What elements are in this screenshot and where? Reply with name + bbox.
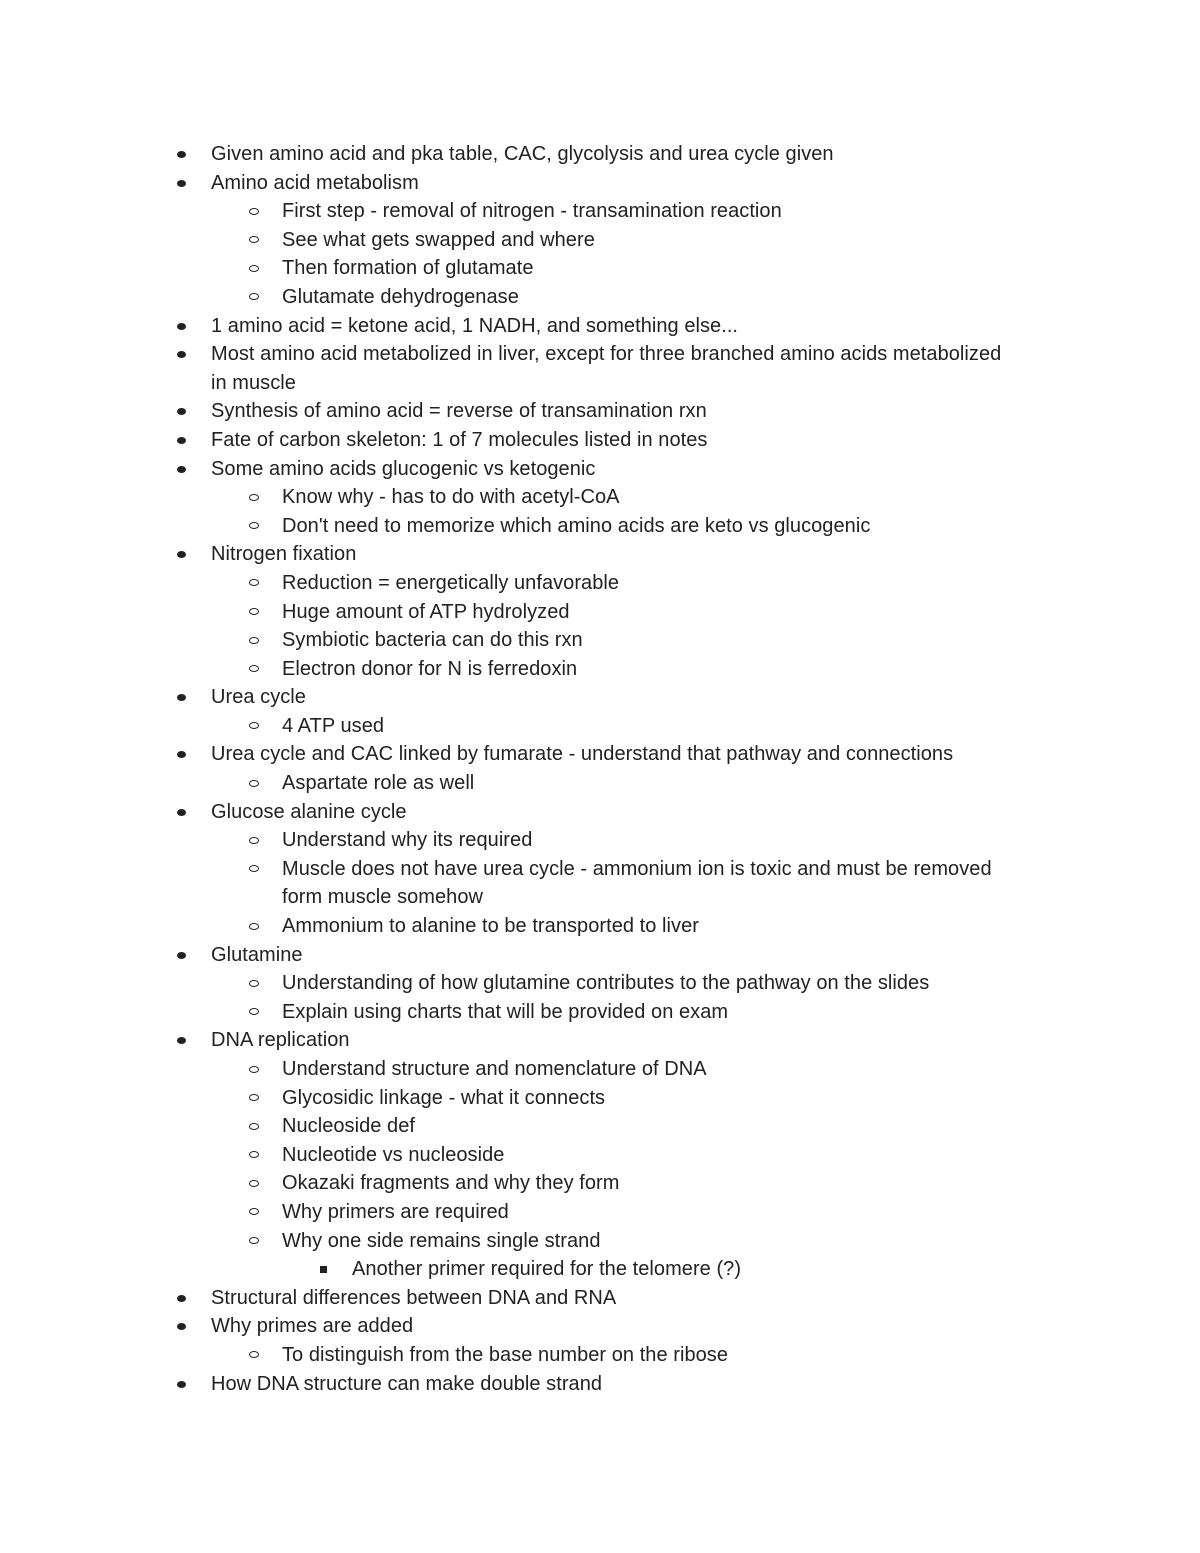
hollow-circle-bullet-icon [249, 923, 259, 930]
list-item [0, 1169, 1200, 1198]
list-item [0, 1055, 1200, 1084]
list-item-text: Glutamate dehydrogenase [282, 285, 519, 308]
list-item-text: Nucleoside def [282, 1115, 416, 1138]
list-item [0, 1026, 1200, 1055]
list-item-text: Amino acid metabolism [211, 171, 419, 194]
hollow-circle-bullet-icon [249, 494, 259, 501]
list-item [0, 598, 1200, 627]
filled-disc-bullet-icon [177, 323, 186, 330]
hollow-circle-bullet-icon [249, 236, 259, 243]
list-item-text: Why one side remains single strand [282, 1229, 601, 1252]
list-item [0, 712, 1200, 741]
filled-disc-bullet-icon [177, 1381, 186, 1388]
list-item [0, 569, 1200, 598]
list-item-text: Glycosidic linkage - what it connects [282, 1086, 606, 1109]
hollow-circle-bullet-icon [249, 608, 259, 615]
list-item-text: Urea cycle and CAC linked by fumarate - understand that pathway and connections [211, 743, 954, 766]
list-item [0, 1284, 1200, 1313]
list-item [0, 998, 1200, 1027]
hollow-circle-bullet-icon [249, 1123, 259, 1130]
list-item [0, 140, 1200, 169]
list-item-text: Understand structure and nomenclature of DNA [282, 1058, 707, 1080]
list-item [0, 655, 1200, 684]
list-item [0, 941, 1200, 970]
list-item [0, 540, 1200, 569]
list-item [0, 740, 1200, 769]
list-item-text: Urea cycle [211, 686, 306, 709]
filled-disc-bullet-icon [177, 1323, 186, 1330]
hollow-circle-bullet-icon [249, 522, 259, 529]
list-item-continuation [0, 883, 1200, 912]
filled-disc-bullet-icon [177, 551, 186, 558]
list-item-text: Know why - has to do with acetyl-CoA [282, 486, 620, 509]
list-item-text: Understand why its required [282, 829, 533, 852]
filled-square-bullet-icon [320, 1266, 327, 1273]
hollow-circle-bullet-icon [249, 865, 259, 872]
filled-disc-bullet-icon [177, 180, 186, 187]
filled-disc-bullet-icon [177, 437, 186, 444]
list-item [0, 855, 1200, 884]
list-item [0, 969, 1200, 998]
list-item-text: Muscle does not have urea cycle - ammonium ion is toxic and must be removed [282, 857, 992, 880]
hollow-circle-bullet-icon [249, 1180, 259, 1187]
list-item-text: Then formation of glutamate [282, 257, 534, 280]
hollow-circle-bullet-icon [249, 1151, 259, 1158]
list-item-text: Why primes are added [211, 1315, 414, 1338]
list-item [0, 226, 1200, 255]
hollow-circle-bullet-icon [249, 980, 259, 987]
list-item [0, 1370, 1200, 1399]
list-item [0, 483, 1200, 512]
list-item [0, 426, 1200, 455]
hollow-circle-bullet-icon [249, 1066, 259, 1073]
list-item [0, 312, 1200, 341]
list-item [0, 512, 1200, 541]
hollow-circle-bullet-icon [249, 293, 259, 300]
list-item-text: 1 amino acid = ketone acid, 1 NADH, and something else... [211, 314, 739, 337]
filled-disc-bullet-icon [177, 694, 186, 701]
filled-disc-bullet-icon [177, 408, 186, 415]
list-item [0, 912, 1200, 941]
list-item-text: Why primers are required [282, 1200, 509, 1223]
list-item [0, 626, 1200, 655]
list-item-text: in muscle [211, 371, 296, 394]
list-item-text: 4 ATP used [282, 714, 385, 737]
list-item-text: Glutamine [211, 943, 303, 966]
list-item-text: Electron donor for N is ferredoxin [282, 657, 578, 680]
list-item-text: Some amino acids glucogenic vs ketogenic [211, 457, 596, 480]
list-item-text: Okazaki fragments and why they form [282, 1172, 620, 1195]
hollow-circle-bullet-icon [249, 780, 259, 787]
list-item-text: Don't need to memorize which amino acids are keto vs glucogenic [282, 514, 871, 537]
filled-disc-bullet-icon [177, 809, 186, 816]
list-item-text: Understanding of how glutamine contributes to the pathway on the slides [282, 972, 930, 995]
list-item-text: How DNA structure can make double strand [211, 1372, 603, 1395]
list-item [0, 683, 1200, 712]
list-item [0, 1112, 1200, 1141]
list-item-text: Nucleotide vs nucleoside [282, 1143, 505, 1166]
list-item-continuation [0, 369, 1200, 398]
list-item [0, 826, 1200, 855]
hollow-circle-bullet-icon [249, 722, 259, 729]
list-item-text: form muscle somehow [282, 886, 484, 909]
hollow-circle-bullet-icon [249, 837, 259, 844]
filled-disc-bullet-icon [177, 751, 186, 758]
hollow-circle-bullet-icon [249, 665, 259, 672]
filled-disc-bullet-icon [177, 351, 186, 358]
filled-disc-bullet-icon [177, 151, 186, 158]
hollow-circle-bullet-icon [249, 579, 259, 586]
list-item [0, 1312, 1200, 1341]
list-item [0, 197, 1200, 226]
filled-disc-bullet-icon [177, 1037, 186, 1044]
list-item-text: Glucose alanine cycle [211, 800, 407, 823]
list-item-text: Given amino acid and pka table, CAC, glycolysis and urea cycle given [211, 143, 834, 165]
notes-bullet-list [0, 140, 1200, 1398]
list-item-text: DNA replication [211, 1029, 350, 1052]
list-item-text: Reduction = energetically unfavorable [282, 571, 620, 594]
hollow-circle-bullet-icon [249, 1208, 259, 1215]
list-item [0, 1255, 1200, 1284]
list-item [0, 1341, 1200, 1370]
list-item [0, 1084, 1200, 1113]
list-item [0, 1141, 1200, 1170]
list-item-text: Fate of carbon skeleton: 1 of 7 molecules listed in notes [211, 428, 708, 451]
notes-page [0, 140, 1200, 1398]
list-item [0, 1227, 1200, 1256]
list-item [0, 798, 1200, 827]
list-item [0, 340, 1200, 369]
list-item-text: Explain using charts that will be provided on exam [282, 1000, 729, 1023]
list-item-text: First step - removal of nitrogen - transamination reaction [282, 200, 782, 223]
list-item [0, 455, 1200, 484]
list-item-text: Ammonium to alanine to be transported to liver [282, 915, 699, 938]
hollow-circle-bullet-icon [249, 208, 259, 215]
list-item-text: Aspartate role as well [282, 772, 475, 795]
list-item-text: Huge amount of ATP hydrolyzed [282, 600, 570, 623]
list-item-text: Structural differences between DNA and RNA [211, 1286, 617, 1309]
filled-disc-bullet-icon [177, 466, 186, 473]
list-item-text: Another primer required for the telomere (?) [352, 1258, 742, 1281]
list-item-text: See what gets swapped and where [282, 228, 595, 251]
hollow-circle-bullet-icon [249, 637, 259, 644]
list-item [0, 254, 1200, 283]
list-item [0, 1198, 1200, 1227]
list-item-text: Most amino acid metabolized in liver, except for three branched amino acids metabolized [211, 343, 1002, 366]
filled-disc-bullet-icon [177, 952, 186, 959]
list-item [0, 397, 1200, 426]
list-item [0, 769, 1200, 798]
hollow-circle-bullet-icon [249, 1351, 259, 1358]
list-item-text: Symbiotic bacteria can do this rxn [282, 629, 583, 652]
list-item-text: To distinguish from the base number on the ribose [282, 1343, 729, 1366]
list-item [0, 283, 1200, 312]
hollow-circle-bullet-icon [249, 1008, 259, 1015]
list-item-text: Synthesis of amino acid = reverse of transamination rxn [211, 400, 707, 423]
list-item-text: Nitrogen fixation [211, 543, 357, 566]
hollow-circle-bullet-icon [249, 1094, 259, 1101]
filled-disc-bullet-icon [177, 1295, 186, 1302]
hollow-circle-bullet-icon [249, 1237, 259, 1244]
list-item [0, 169, 1200, 198]
hollow-circle-bullet-icon [249, 265, 259, 272]
